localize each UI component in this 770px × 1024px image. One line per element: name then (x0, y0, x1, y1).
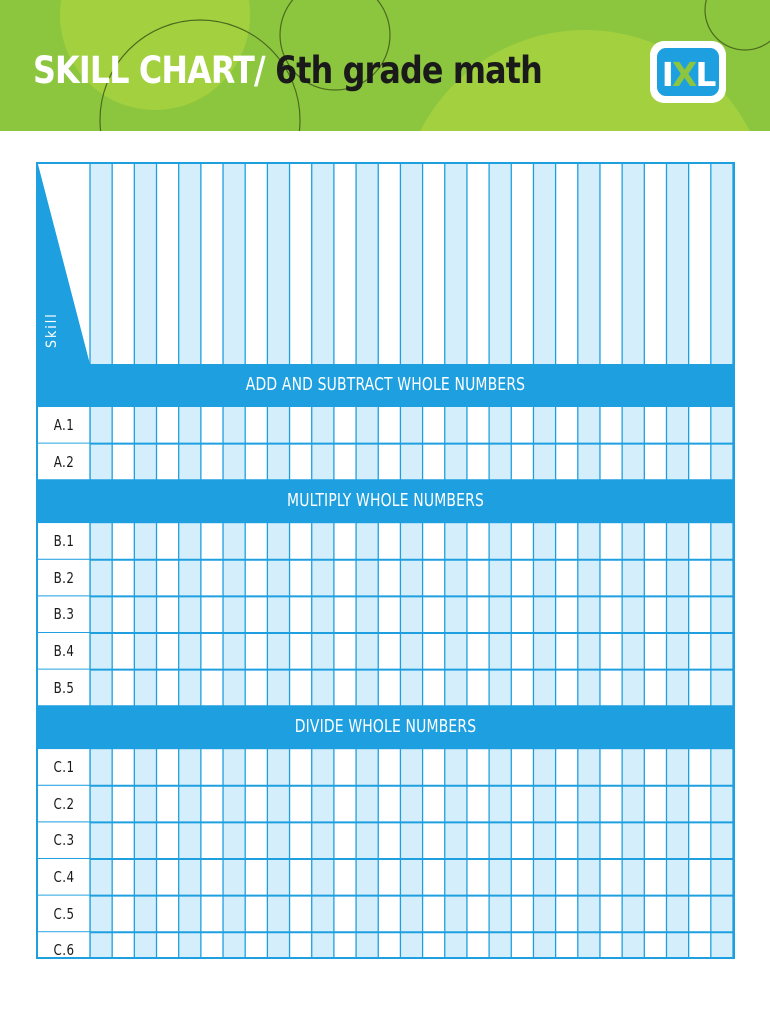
skill-code: C.1 (53, 758, 75, 777)
ixl-logo (649, 40, 727, 104)
students-header-label: Students (72, 195, 88, 268)
section-title: ADD AND SUBTRACT WHOLE NUMBERS (245, 374, 526, 395)
skill-code: C.3 (53, 831, 75, 850)
skill-code: A.2 (53, 452, 75, 471)
section-title: DIVIDE WHOLE NUMBERS (294, 716, 477, 738)
skill-chart-grid (36, 162, 735, 959)
skill-code: C.2 (53, 794, 75, 813)
title-grade: 6th grade math (274, 49, 542, 92)
skill-code: C.5 (53, 904, 75, 923)
skill-code: B.4 (53, 642, 75, 660)
svg-text:IXL: IXL (661, 55, 715, 94)
skill-header-label: Skill (44, 312, 60, 348)
ixl-logo-icon (649, 40, 727, 104)
page-title (33, 49, 542, 92)
grid-lines (38, 164, 733, 960)
skill-code: B.1 (53, 532, 75, 551)
skill-code: C.6 (53, 941, 75, 960)
header-banner (0, 0, 770, 131)
skill-code: B.5 (53, 678, 75, 697)
skill-code: B.3 (53, 605, 75, 624)
skill-code: C.4 (53, 868, 75, 886)
skill-code: A.1 (53, 416, 75, 434)
section-title: MULTIPLY WHOLE NUMBERS (287, 490, 484, 512)
skill-code: B.2 (53, 568, 75, 587)
title-prefix: SKILL CHART/ (33, 49, 265, 92)
